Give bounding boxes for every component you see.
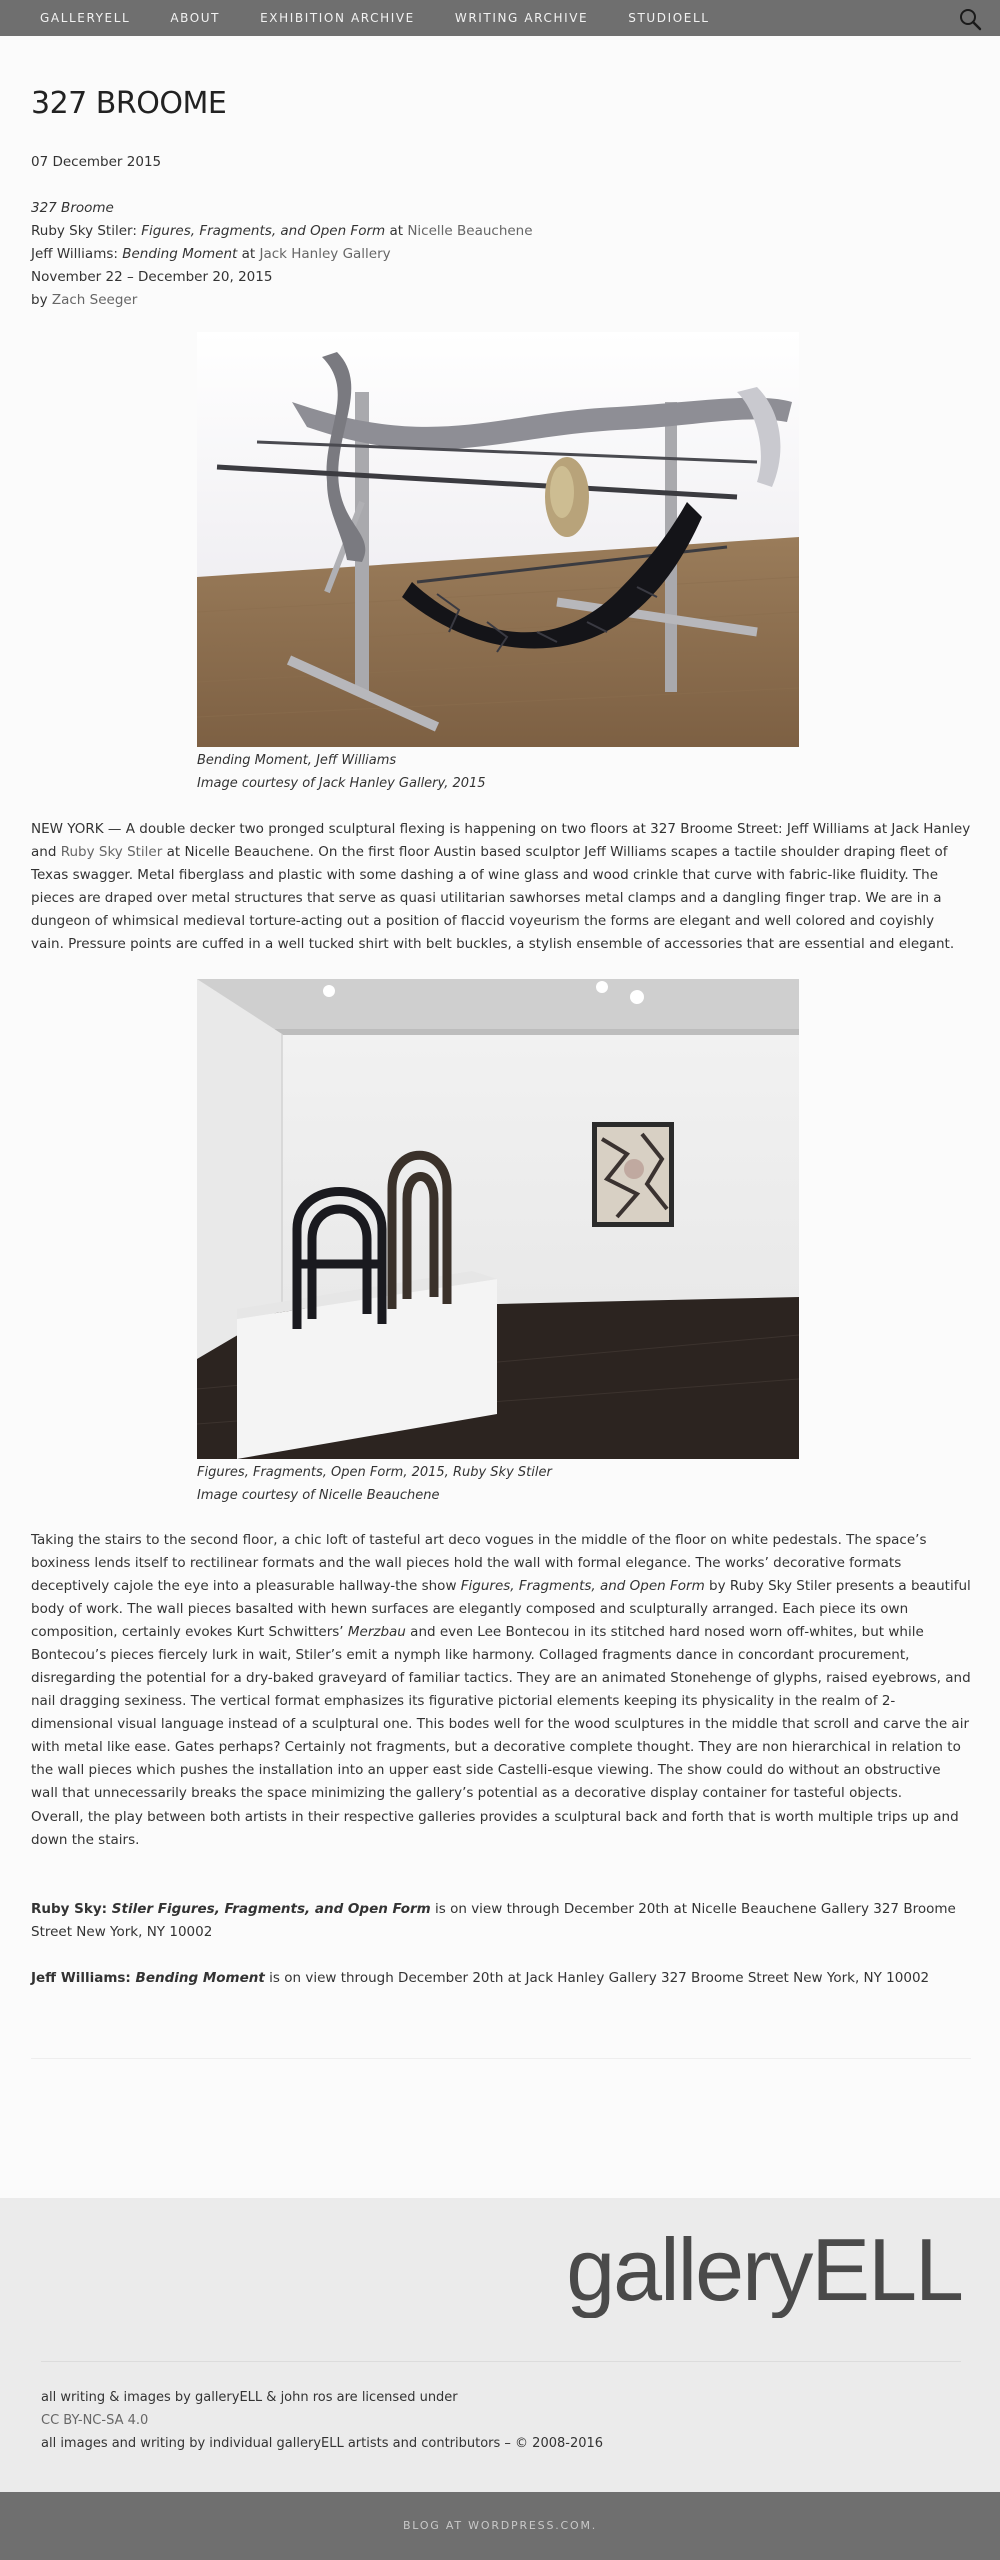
- body-paragraph-2-text-c: and even Lee Bontecou in its stitched hard nosed worn off-whites, but while Bontecou’s pieces fiercely lurk in wait, Stiler’s emit a nymph like harmony. Collaged fragments dance in concordant procurement, disregarding the potential for a dry-baked graveyard of familiar tactics. They are an animated Stonehenge of glyphs, raised eyebrows, and nail dragging sexiness. The vertical format emphasizes its figurative pictorial elements keeping its physicality in the realm of 2-dimensional visual language instead of a sculptural one. This bodes well for the wood sculptures in the middle that scroll and carve the air with metal like ease. Gates perhaps? Certainly not fragments, but a decorative complete thought. They are non hierarchical in relation to the wall pieces which pushes the installation into an upper east side Castelli-esque viewing. The show could do without an obstructive wall that unnecessarily breaks the space minimizing the gallery’s potential as a decorative display container for tasteful objects.: [31, 1624, 971, 1801]
- exhibition-note-ruby-sky-artist: Ruby Sky:: [31, 1901, 112, 1917]
- figure-bending-moment-caption: [197, 749, 799, 795]
- nav-item-studioell[interactable]: STUDIOELL: [628, 11, 710, 25]
- intro-line2-show: Figures, Fragments, and Open Form: [141, 223, 386, 239]
- top-navigation-bar: [0, 0, 1000, 36]
- body-paragraph-2-text-a: Taking the stairs to the second floor, a chic loft of tasteful art deco vogues in the middle of the floor on white pedestals. The space’s boxiness lends itself to rectilinear formats and the wall pieces hold the wall with formal elegance. The works’ decorative formats deceptively cajole the eye into a pleasurable hallway-the show: [31, 1532, 927, 1594]
- intro-line3-prefix: Jeff Williams:: [31, 246, 123, 262]
- footer-rule: [41, 2361, 961, 2362]
- galleryell-logo[interactable]: [534, 2218, 964, 2318]
- figure-figures-fragments-caption-line2: Image courtesy of Nicelle Beauchene: [197, 1488, 440, 1503]
- artist-link-ruby-sky-stiler[interactable]: Ruby Sky Stiler: [60, 844, 163, 860]
- body-paragraph-2-show-title: Figures, Fragments, and Open Form: [460, 1578, 705, 1594]
- figure-bending-moment-caption-line2: Image courtesy of Jack Hanley Gallery, 2015: [197, 776, 486, 791]
- body-paragraph-3: Overall, the play between both artists in their respective galleries provides a sculptural back and forth that is worth multiple trips up and down the stairs.: [31, 1809, 959, 1848]
- exhibition-note-jeff-williams-show: Bending Moment: [135, 1970, 265, 1986]
- body-paragraph-1-text-b: at Nicelle Beauchene. On the first floor Austin based sculptor Jeff Williams scapes a tactile shoulder draping fleet of Texas swagger. Metal fiberglass and plastic with some dashing a of wine glass and wood crinkle that curve with fabric-like fluidity. The pieces are draped over metal structures that serve as quasi utilitarian sawhorses metal clamps and a dangling finger trap. We are in a dungeon of whimsical medieval torture-acting out a position of flaccid voyeurism the forms are elegant and well colored and coyishly vain. Pressure points are cuffed in a well tucked shirt with belt buckles, a stylish ensemble of accessories that are essential and elegant.: [31, 844, 955, 952]
- figure-bending-moment-caption-line1: Bending Moment, Jeff Williams: [197, 753, 397, 768]
- intro-line2-at: at: [385, 223, 408, 239]
- show-title: 327 Broome: [31, 200, 114, 216]
- exhibition-note-jeff-williams-details: is on view through December 20th at Jack Hanley Gallery 327 Broome Street New York, NY 10002: [264, 1970, 930, 1986]
- exhibition-note-jeff-williams: [31, 1967, 971, 1990]
- post-date: 07 December 2015: [31, 154, 162, 170]
- exhibition-dates: November 22 – December 20, 2015: [31, 269, 273, 285]
- exhibition-note-ruby-sky-show: Stiler Figures, Fragments, and Open Form: [111, 1901, 431, 1917]
- wordpress-credit-link[interactable]: BLOG AT WORDPRESS.COM.: [402, 2519, 598, 2532]
- body-paragraph-1-text-a: NEW YORK — A double decker two pronged sculptural flexing is happening on two floors at 327 Broome Street: Jeff Williams at Jack Hanley and: [31, 821, 971, 860]
- nav-item-exhibition-archive[interactable]: EXHIBITION ARCHIVE: [260, 11, 415, 25]
- license-text: all writing & images by galleryELL & john ros are licensed under: [41, 2390, 458, 2405]
- exhibition-note-ruby-sky: [31, 1898, 971, 1944]
- figure-figures-fragments-caption: [197, 1461, 799, 1507]
- wordpress-credit-bar: [0, 2492, 1000, 2560]
- license-link[interactable]: CC BY-NC-SA 4.0: [41, 2413, 149, 2428]
- bending-moment-photo[interactable]: [197, 332, 799, 747]
- body-paragraph-2-text-b: by Ruby Sky Stiler presents a beautiful body of work. The wall pieces basalted with hewn surfaces are elegantly composed and sculpturally arranged. Each piece its own composition, certainly evokes Kurt Schwitters’: [31, 1578, 971, 1640]
- main-menu: [20, 0, 730, 36]
- search-button[interactable]: [958, 7, 982, 31]
- author-link[interactable]: Zach Seeger: [51, 292, 138, 308]
- nav-item-about[interactable]: ABOUT: [170, 11, 221, 25]
- figure-bending-moment: [197, 332, 799, 795]
- intro-line3-at: at: [237, 246, 260, 262]
- site-footer: [0, 2198, 1000, 2492]
- gallery-link-jack-hanley[interactable]: Jack Hanley Gallery: [259, 246, 391, 262]
- post-title: 327 BROOME: [31, 86, 227, 121]
- copyright-text: all images and writing by individual galleryELL artists and contributors – © 2008-2016: [41, 2436, 604, 2451]
- figures-fragments-image: [197, 979, 799, 1459]
- intro-line3-show: Bending Moment: [122, 246, 238, 262]
- bending-moment-image: [197, 332, 799, 747]
- body-paragraph-2-merzbau: Merzbau: [347, 1624, 406, 1640]
- footer-license: [41, 2386, 603, 2455]
- post-intro: [31, 197, 533, 312]
- gallery-link-nicelle-beauchene[interactable]: Nicelle Beauchene: [407, 223, 533, 239]
- byline-prefix: by: [31, 292, 52, 308]
- post-divider: [31, 2058, 971, 2059]
- intro-line2-prefix: Ruby Sky Stiler:: [31, 223, 142, 239]
- exhibition-note-jeff-williams-artist: Jeff Williams:: [31, 1970, 136, 1986]
- galleryell-logo-text: galleryELL: [566, 2220, 962, 2318]
- nav-item-galleryell[interactable]: GALLERYELL: [40, 11, 131, 25]
- figure-figures-fragments-caption-line1: Figures, Fragments, Open Form, 2015, Ruby Sky Stiler: [197, 1465, 552, 1480]
- body-paragraph-2: [31, 1529, 971, 1805]
- search-icon: [958, 7, 982, 31]
- figures-fragments-photo[interactable]: [197, 979, 799, 1459]
- body-paragraph-1: [31, 818, 971, 956]
- figure-figures-fragments: [197, 979, 799, 1507]
- nav-item-writing-archive[interactable]: WRITING ARCHIVE: [454, 11, 589, 25]
- exhibition-note-ruby-sky-details: is on view through December 20th at Nicelle Beauchene Gallery 327 Broome Street New York, NY 10002: [31, 1901, 956, 1940]
